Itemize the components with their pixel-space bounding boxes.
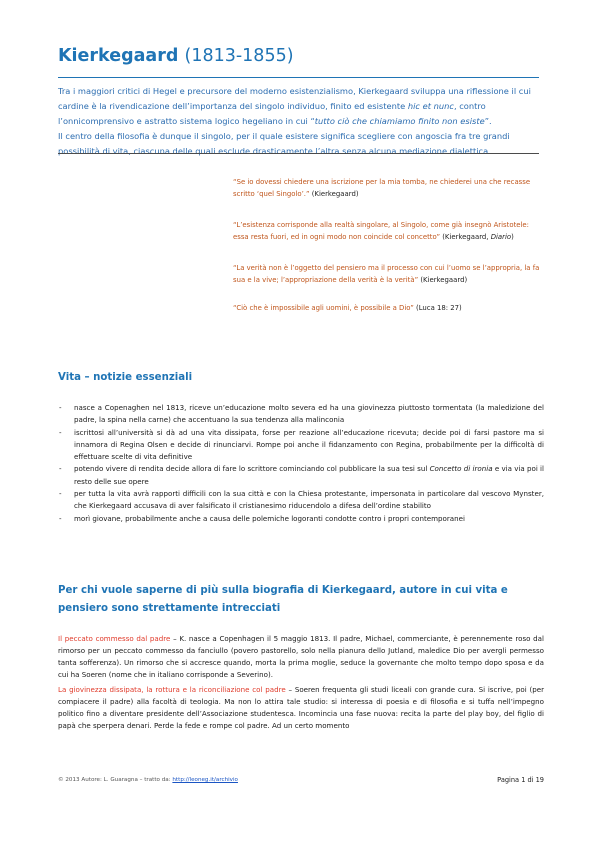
title-years: (1813-1855) (184, 46, 294, 66)
paragraph-text: – Soeren frequenta gli studi liceali con grande cura. Si iscrive, poi (per compiacere il padre) alla facoltà di teologia. Ma non lo attira tale studio: si interessa di poesia e di filosofia e si tuffa nell’impegno politico fino a diventare presidente dell’Associazione studentesca. Incomincia una fase nuova: recita la parte del play boy, del figlio di papà che sperpera denari. Perde la fede e rompe col padre. Ad un certo momento (58, 684, 545, 731)
biography-paragraph (58, 684, 544, 732)
list-item: - per tutta la vita avrà rapporti difficili con la sua città e con la Chiesa protestante, impersonata in particolare dal vescovo Mynster, che Kierkegaard accusava di aver falsificato il cristianesimo riducendolo a difesa dell’ordine stabilito (59, 489, 544, 511)
paragraph-lead: Il peccato commesso dal padre (58, 634, 171, 643)
biography-section (58, 633, 544, 735)
intro-rule (58, 153, 539, 154)
quote-author: (Kierkegaard) (309, 189, 359, 198)
vita-list (58, 402, 544, 525)
list-item: - iscrittosi all’università si dà ad una vita dissipata, forse per reazione all’educazione ricevuta; decide poi di farsi pastore ma si innamora di Regina Olsen e decide di rinunciarvi. Rompe poi anche il fidanzamento con Regina, probabilmente per la difficoltà di effettuare scelte di vita definitive (59, 427, 544, 461)
quote-author: (Luca 18: 27) (413, 304, 462, 312)
intro-emphasis: hic et nunc (407, 101, 454, 111)
quote-text: “La verità non è l’oggetto del pensiero ma il processo con cui l’uomo se l’appropria, la fa sua e la vive; l’appropriazione della verità è la verità” (233, 264, 540, 284)
list-bullet: - (59, 489, 62, 499)
page-title (58, 44, 538, 68)
quote-text: “L’esistenza corrisponde alla realtà singolare, al Singolo, come già insegnò Aristotele: essa resta fuori, ed in ogni modo non coincide col concetto” (233, 221, 529, 241)
footer-link[interactable]: http://leoneg.it/archivio (172, 777, 238, 783)
intro-text: Tra i maggiori critici di Hegel e precursore del moderno esistenzialismo, Kierkegaard sviluppa una riflessione il cui cardine è la rivendicazione dell’importanza del singolo individuo, finito ed esistente (58, 86, 531, 111)
intro-paragraph (58, 84, 544, 129)
intro-text: , contro l’onnicomprensivo e astratto sistema logico hegeliano in cui “ (58, 101, 486, 126)
list-bullet: - (59, 513, 62, 523)
title-rule (58, 77, 539, 78)
footer-author: © 2013 Autore: L. Guaragna – tratto da: (58, 777, 173, 783)
intro-section (58, 84, 544, 159)
quote (233, 220, 543, 243)
quote-text: “Ciò che è impossibile agli uomini, è possibile a Dio” (233, 304, 414, 312)
page-number: Pagina 1 di 19 (497, 776, 544, 784)
paragraph-lead: La giovinezza dissipata, la rottura e la riconciliazione col padre (58, 684, 286, 694)
quote-author: (Kierkegaard, Diario) (440, 232, 514, 241)
biography-paragraph (58, 633, 544, 681)
title-name: Kierkegaard (58, 46, 179, 66)
quote-author: (Kierkegaard) (418, 275, 468, 284)
list-item: - potendo vivere di rendita decide allora di fare lo scrittore cominciando col pubblicare la sua tesi sul Concetto di ironia e via via poi il resto delle sue opere (59, 464, 545, 486)
section-heading-biography: Per chi vuole saperne di più sulla biografia di Kierkegaard, autore in cui vita e pensiero sono strettamente intrecciati (58, 585, 508, 614)
list-bullet: - (59, 427, 62, 437)
paragraph-text: – K. nasce a Copenhagen il 5 maggio 1813. Il padre, Michael, commerciante, è perennemente roso dal rimorso per un peccato commesso da fanciullo (povero pastorello, solo nella pianura dello Jutland, maledice Dio per avergli permesso tanta sofferenza). Un rimorso che si accresce quando, morta la prima moglie, seduce la governante che molto tempo dopo sposa e da cui ha Soeren (nome che in italiano corrisponde a Severino). (58, 634, 544, 680)
intro-paragraph: Il centro della filosofia è dunque il singolo, per il quale esistere significa scegliere con angoscia fra tre grandi possibilità di vita, ciascuna delle quali esclude drasticamente l’altra senza alcuna mediazione dialettica. (58, 131, 510, 156)
list-bullet: - (59, 464, 62, 474)
quote (233, 303, 543, 315)
list-bullet: - (59, 403, 62, 412)
quote-text: “Se io dovessi chiedere una iscrizione per la mia tomba, ne chiederei una che recasse scritto ‘quel Singolo’.” (233, 178, 531, 198)
list-item: - morì giovane, probabilmente anche a causa delle polemiche logoranti condotte contro i propri contemporanei (58, 513, 544, 525)
section-heading-vita: Vita – notizie essenziali (58, 372, 193, 383)
intro-text: ”. (484, 116, 492, 126)
quote (233, 263, 543, 286)
quote (233, 177, 543, 200)
intro-quote: tutto ciò che chiamiamo finito non esiste (314, 116, 485, 126)
footer-credit (58, 777, 238, 783)
list-item: - nasce a Copenaghen nel 1813, riceve un’educazione molto severa ed ha una giovinezza piuttosto tormentata (la maledizione del padre, la spina nella carne) che accentuano la sua tendenza alla malinconia (59, 403, 544, 425)
